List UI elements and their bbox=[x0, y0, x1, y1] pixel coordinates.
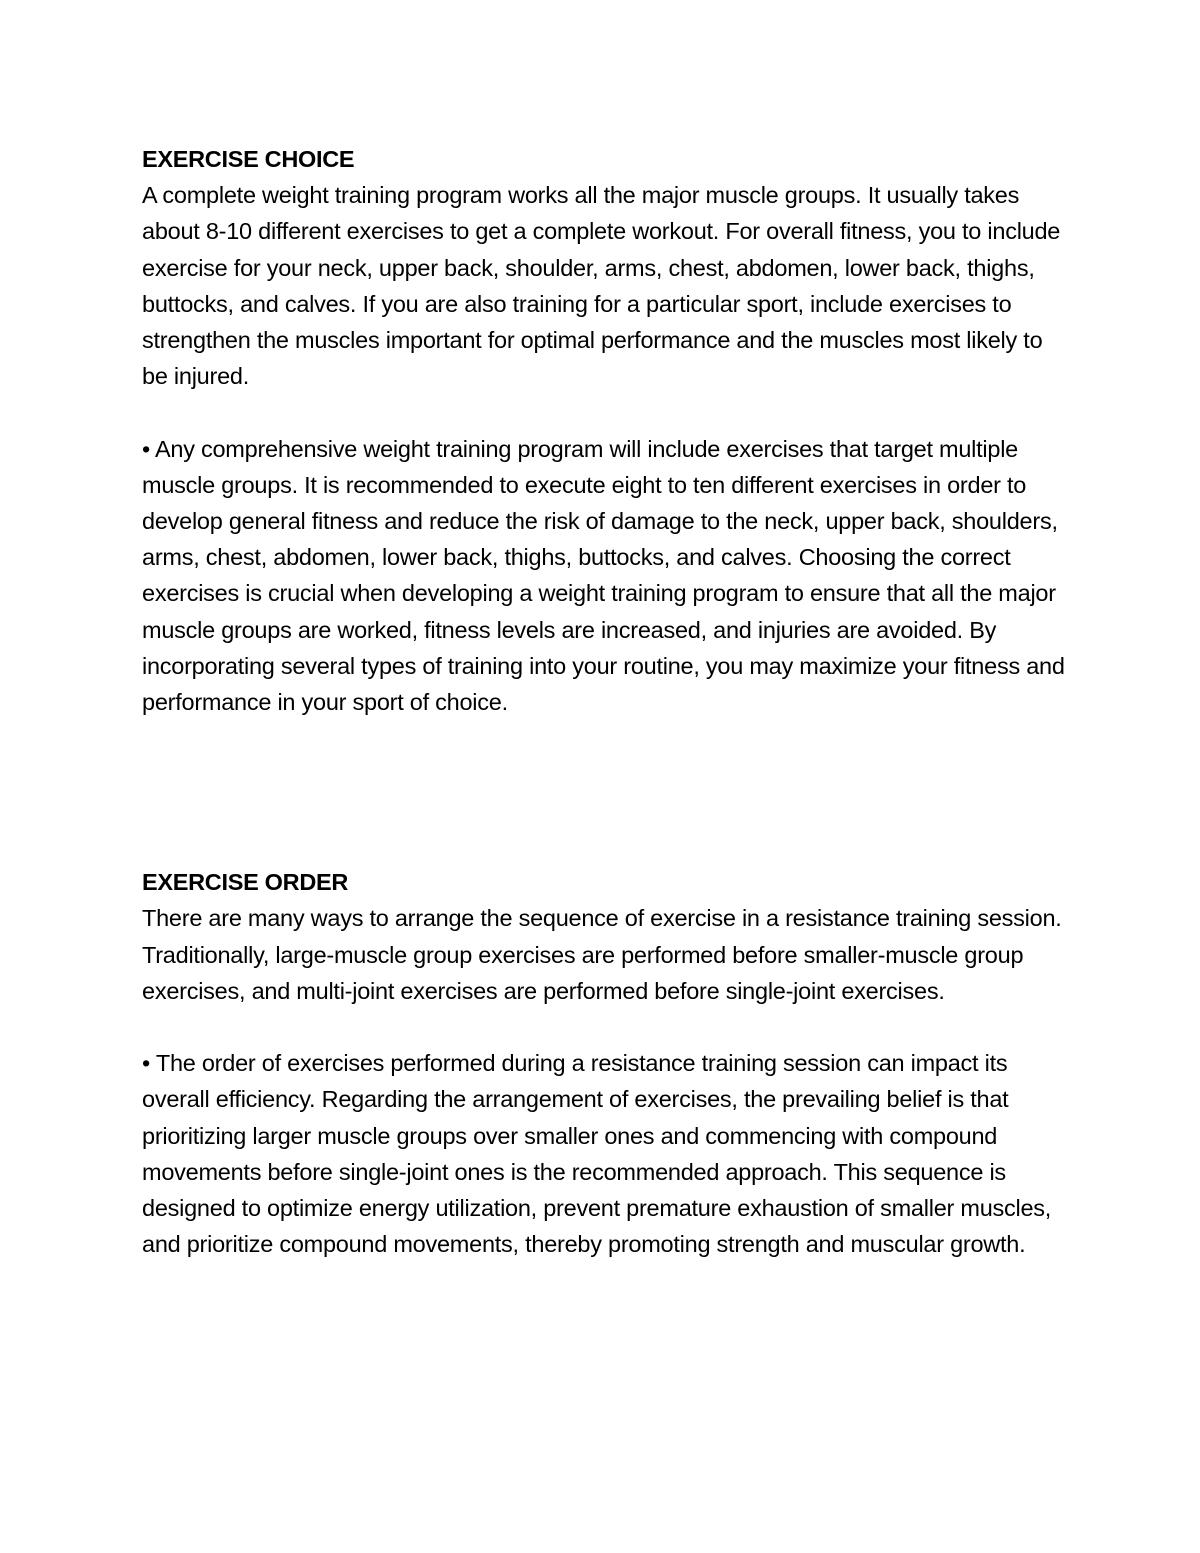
section-exercise-choice bbox=[142, 141, 1072, 720]
section-title: EXERCISE ORDER bbox=[142, 869, 349, 896]
section-intro-paragraph: A complete weight training program works all the major muscle groups. It usually takes about 8-10 different exercises to get a complete workout. For overall fitness, you to include exercise for your neck, upper back, shoulder, arms, chest, abdomen, lower back, thighs, buttocks, and calves. If you are also training for a particular sport, include exercises to strengthen the muscles important for optimal performance and the muscles most likely to be injured. bbox=[142, 182, 1061, 390]
document-page bbox=[142, 141, 1072, 1262]
bullet-paragraph-text: The order of exercises performed during a resistance training session can impact its overall efficiency. Regarding the arrangement of exercises, the prevailing belief is that prioritizing larger muscle groups over smaller ones and commencing with compound movements before single-joint ones is the recommended approach. This sequence is designed to optimize energy utilization, prevent premature exhaustion of smaller muscles, and prioritize compound movements, thereby promoting strength and muscular growth. bbox=[142, 1050, 1052, 1258]
bullet-icon: • bbox=[142, 1050, 150, 1077]
bullet-icon: • bbox=[142, 435, 150, 462]
section-intro-paragraph: There are many ways to arrange the sequence of exercise in a resistance training session. Traditionally, large-muscle group exercises are performed before smaller-muscle group exercises, and multi-joint exercises are performed before single-joint exercises. bbox=[142, 905, 1062, 1004]
section-title: EXERCISE CHOICE bbox=[142, 146, 355, 172]
bullet-paragraph bbox=[142, 1045, 1072, 1262]
section-exercise-order bbox=[142, 864, 1072, 1262]
bullet-paragraph-text: Any comprehensive weight training program will include exercises that target multiple muscle groups. It is recommended to execute eight to ten different exercises in order to develop general fitness and reduce the risk of damage to the neck, upper back, shoulders, arms, chest, abdomen, lower back, thighs, buttocks, and calves. Choosing the correct exercises is crucial when developing a weight training program to ensure that all the major muscle groups are worked, fitness levels are increased, and injuries are avoided. By incorporating several types of training into your routine, you may maximize your fitness and performance in your sport of choice. bbox=[142, 435, 1065, 716]
bullet-paragraph bbox=[142, 431, 1072, 721]
